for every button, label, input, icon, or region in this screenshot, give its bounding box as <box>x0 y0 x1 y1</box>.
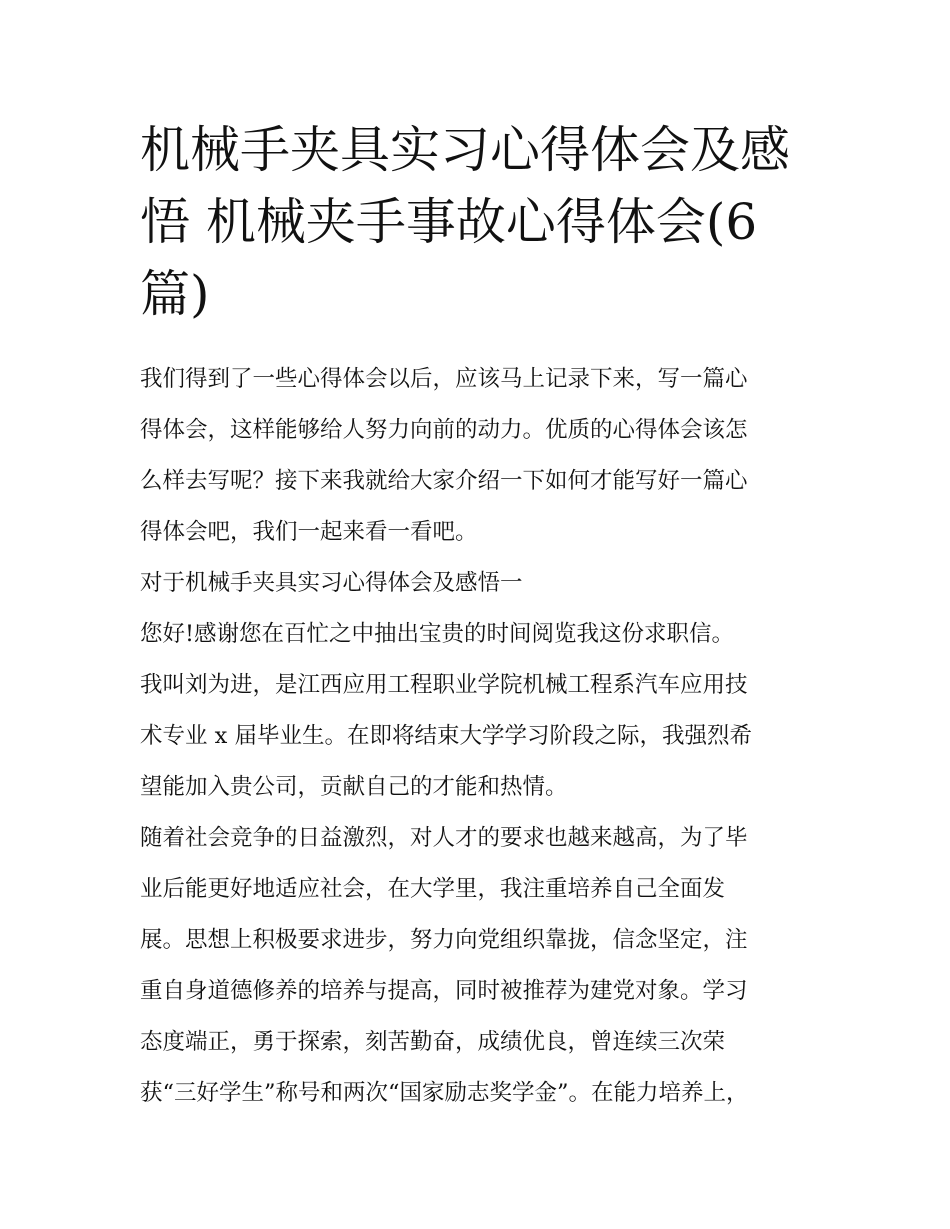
document-title <box>140 114 820 330</box>
document-body <box>140 354 820 1119</box>
intro-line: 么样去写呢？接下来我就给大家介绍一下如何才能写好一篇心 <box>140 468 748 494</box>
title-line: 篇) <box>140 265 210 323</box>
title-line: 悟 机械夹手事故心得体会(6 <box>140 193 758 251</box>
body-line: 随着社会竞争的日益激烈，对人才的要求也越来越高，为了毕 <box>140 825 748 851</box>
title-line: 机械手夹具实习心得体会及感 <box>140 121 790 179</box>
intro-line: 得体会，这样能够给人努力向前的动力。优质的心得体会该怎 <box>140 417 748 443</box>
body-line: 重自身道德修养的培养与提高，同时被推荐为建党对象。学习 <box>140 978 748 1004</box>
body-line: 展。思想上积极要求进步，努力向党组织靠拢，信念坚定，注 <box>140 927 748 953</box>
body-line: 态度端正，勇于探索，刻苦勤奋，成绩优良，曾连续三次荣 <box>140 1029 726 1055</box>
body-line: 业后能更好地适应社会，在大学里，我注重培养自己全面发 <box>140 876 726 902</box>
body-line: 望能加入贵公司，贡献自己的才能和热情。 <box>140 774 568 800</box>
body-line: 获“三好学生”称号和两次“国家励志奖学金”。在能力培养上， <box>140 1080 749 1106</box>
intro-line: 我们得到了一些心得体会以后，应该马上记录下来，写一篇心 <box>140 366 748 392</box>
body-line: 您好!感谢您在百忙之中抽出宝贵的时间阅览我这份求职信。 <box>140 621 735 647</box>
body-line: 我叫刘为进，是江西应用工程职业学院机械工程系汽车应用技 <box>140 672 748 698</box>
body-line: 术专业 x 届毕业生。在即将结束大学学习阶段之际，我强烈希 <box>140 723 752 749</box>
intro-line: 得体会吧，我们一起来看一看吧。 <box>140 519 478 545</box>
section-heading: 对于机械手夹具实习心得体会及感悟一 <box>140 570 523 596</box>
